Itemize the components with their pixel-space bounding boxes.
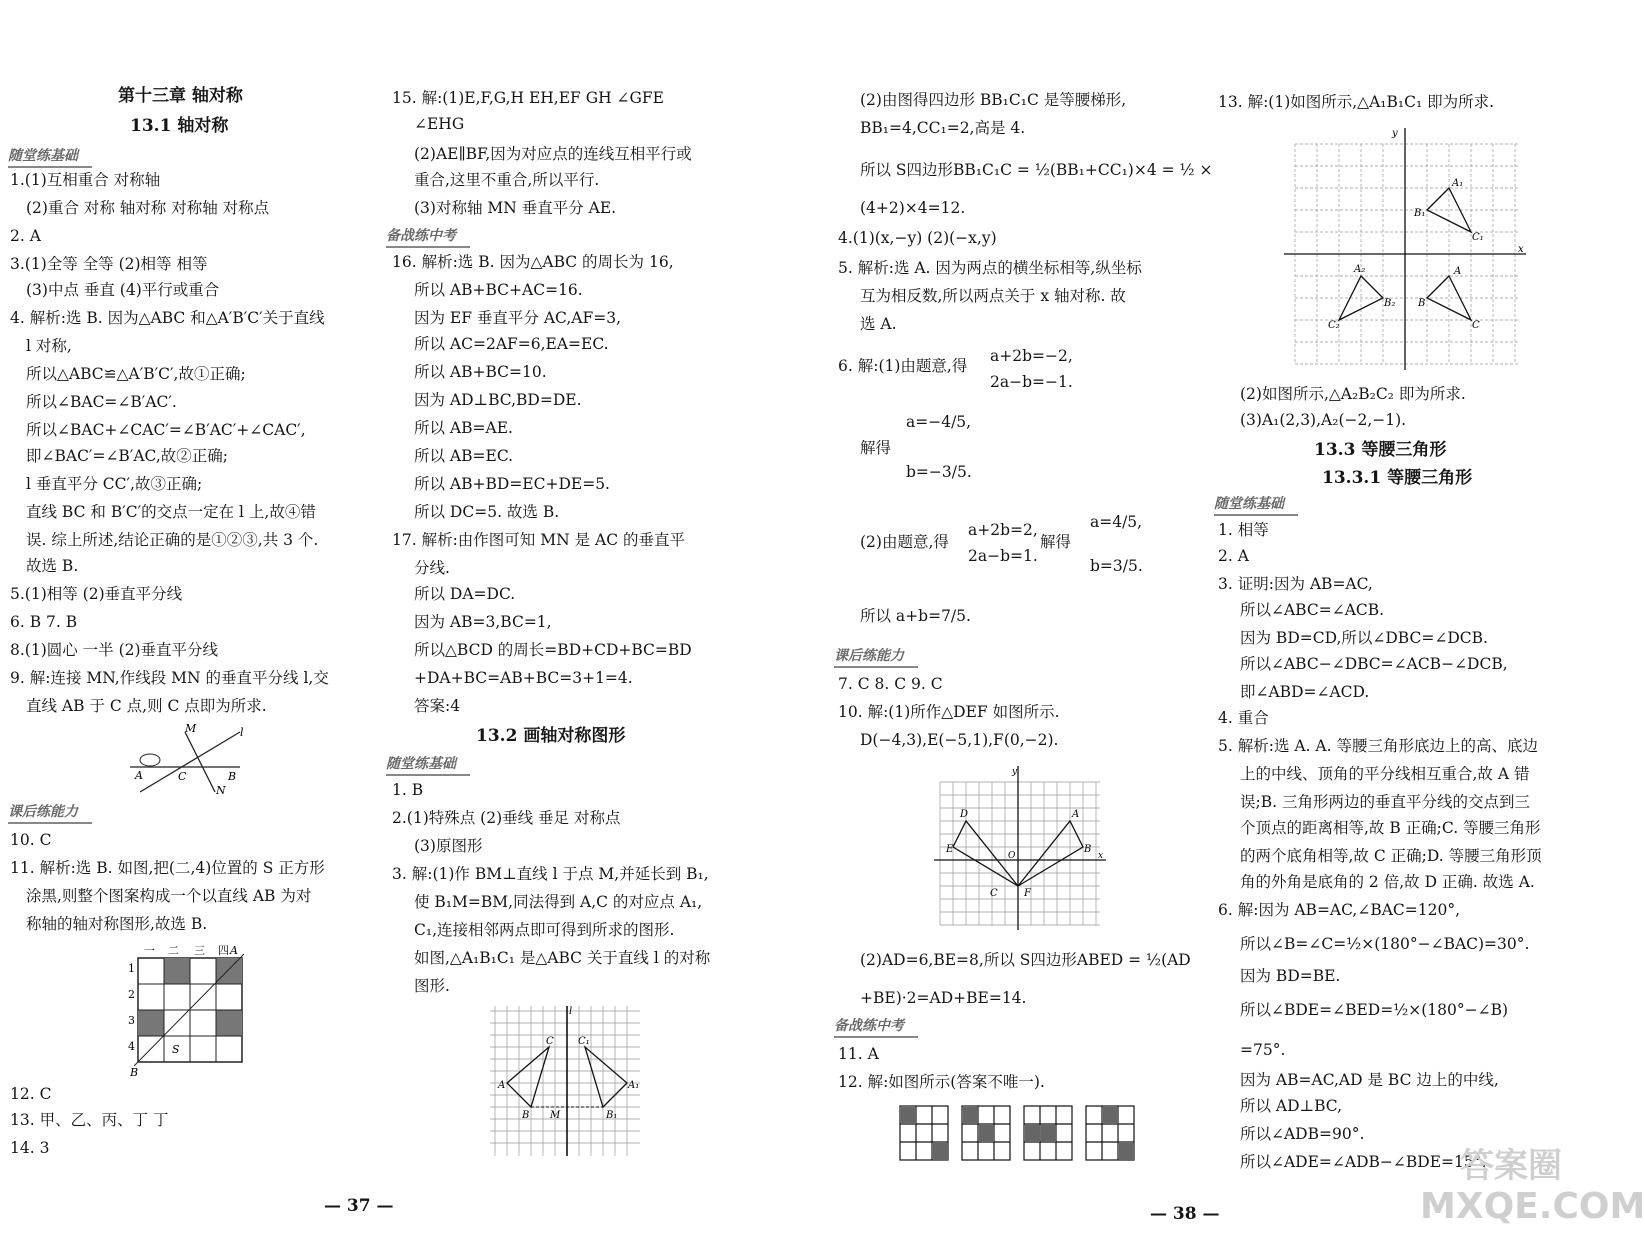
text-line: 16. 解析:选 B. 因为△ABC 的周长为 16, — [392, 253, 674, 271]
svg-text:C₁: C₁ — [1472, 232, 1484, 243]
svg-text:A: A — [1072, 809, 1080, 820]
svg-text:l: l — [240, 726, 244, 739]
text-line: 1. 相等 — [1218, 521, 1269, 539]
svg-text:二: 二 — [168, 944, 179, 957]
text-line: 2a−b=−1. — [990, 373, 1073, 391]
text-line: 直线 AB 于 C 点,则 C 点即为所求. — [26, 697, 267, 715]
text-line: 因为 BD=BE. — [1240, 967, 1341, 985]
svg-text:B: B — [228, 770, 237, 783]
text-line: (2)由图得四边形 BB₁C₁C 是等腰梯形, — [860, 91, 1127, 109]
text-line: 因为 AD⊥BC,BD=DE. — [414, 391, 582, 409]
text-line: a+2b=−2, — [990, 347, 1073, 365]
svg-text:M: M — [185, 722, 197, 735]
text-line: 13.1 轴对称 — [130, 116, 229, 136]
text-line: BB₁=4,CC₁=2,高是 4. — [860, 119, 1026, 137]
text-line: a=−4/5, — [906, 413, 972, 431]
text-line: 11. A — [838, 1045, 879, 1063]
text-line: 重合,这里不重合,所以平行. — [414, 171, 600, 189]
text-line: 备战练中考 — [386, 226, 470, 248]
svg-text:F: F — [1024, 888, 1031, 899]
text-line: 所以 AB+BC+AC=16. — [414, 281, 583, 299]
text-line: 因为 BD=CD,所以∠DBC=∠DCB. — [1240, 629, 1488, 647]
text-line: 因为 EF 垂直平分 AC,AF=3, — [414, 309, 622, 327]
text-line: 所以 AB=EC. — [414, 447, 514, 465]
text-line: ∠EHG — [414, 115, 465, 133]
svg-text:C: C — [546, 1036, 554, 1047]
svg-text:一: 一 — [144, 944, 155, 957]
text-line: 所以 AB=AE. — [414, 419, 513, 437]
text-line: 3. 证明:因为 AB=AC, — [1218, 575, 1373, 593]
text-line: 所以 AB+BC=10. — [414, 363, 547, 381]
svg-text:C: C — [178, 770, 187, 783]
text-line: 17. 解析:由作图可知 MN 是 AC 的垂直平 — [392, 531, 685, 549]
text-line: (3)对称轴 MN 垂直平分 AE. — [414, 199, 617, 217]
text-line: 即∠BAC′=∠B′AC,故②正确; — [26, 447, 228, 465]
text-line: 6. 解:因为 AB=AC,∠BAC=120°, — [1218, 901, 1461, 919]
text-line: 4. 重合 — [1218, 709, 1269, 727]
text-line: 的两个底角相等,故 C 正确;D. 等腰三角形顶 — [1240, 847, 1542, 865]
svg-text:1: 1 — [128, 962, 135, 975]
text-line: 12. C — [10, 1085, 52, 1103]
text-line: 所以∠BAC=∠B′AC′. — [26, 393, 177, 411]
text-line: 13.2 画轴对称图形 — [476, 726, 626, 746]
svg-text:A: A — [230, 944, 238, 957]
text-line: 分线. — [414, 559, 450, 577]
text-line: 随堂练基础 — [1214, 494, 1298, 516]
svg-text:A₂: A₂ — [1354, 264, 1366, 275]
text-line: 角的外角是底角的 2 倍,故 D 正确. 故选 A. — [1240, 873, 1535, 891]
text-line: +BE)·2=AD+BE=14. — [860, 989, 1027, 1007]
text-line: 10. 解:(1)所作△DEF 如图所示. — [838, 703, 1060, 721]
text-line: (2)如图所示,△A₂B₂C₂ 即为所求. — [1240, 385, 1466, 403]
four-grid-answers — [898, 1104, 1148, 1164]
text-line: (3)原图形 — [414, 837, 483, 855]
text-line: 13. 解:(1)如图所示,△A₁B₁C₁ 即为所求. — [1218, 93, 1495, 111]
text-line: 所以∠BDE=∠BED=½×(180°−∠B) — [1240, 1001, 1509, 1019]
text-line: C₁,连接相邻两点即可得到所求的图形. — [414, 921, 675, 939]
text-line: l 对称, — [26, 337, 72, 355]
text-line: +DA+BC=AB+BC=3+1=4. — [414, 669, 633, 687]
svg-text:B: B — [130, 1066, 139, 1079]
text-line: 答案:4 — [414, 697, 461, 715]
text-line: 备战练中考 — [834, 1016, 918, 1038]
text-line: D(−4,3),E(−5,1),F(0,−2). — [860, 731, 1059, 749]
text-line: 随堂练基础 — [386, 754, 470, 776]
text-line: 课后练能力 — [8, 802, 92, 824]
text-line: 14. 3 — [10, 1139, 50, 1157]
text-line: 所以∠ABC=∠ACB. — [1240, 601, 1385, 619]
svg-text:M: M — [550, 1110, 561, 1121]
text-line: 8.(1)圆心 一半 (2)垂直平分线 — [10, 641, 219, 659]
text-line: 直线 BC 和 B′C′的交点一定在 l 上,故④错 — [26, 503, 316, 521]
svg-text:S: S — [172, 1043, 180, 1056]
text-line: 所以 DC=5. 故选 B. — [414, 503, 560, 521]
text-line: 解得 — [1040, 533, 1072, 551]
text-line: 所以△BCD 的周长=BD+CD+BC=BD — [414, 641, 692, 659]
text-line: b=−3/5. — [906, 463, 972, 481]
text-line: 即∠ABD=∠ACD. — [1240, 683, 1370, 701]
text-line: 2.(1)特殊点 (2)垂线 垂足 对称点 — [392, 809, 621, 827]
text-line: 所以∠ADE=∠ADB−∠BDE=15°. — [1240, 1153, 1487, 1171]
text-line: 解得 — [860, 439, 892, 457]
perpendicular-bisector-figure — [130, 722, 250, 797]
text-line: 6. 解:(1)由题意,得 — [838, 357, 968, 375]
text-line: 所以 AC=2AF=6,EA=EC. — [414, 335, 609, 353]
text-line: 3. 解:(1)作 BM⊥直线 l 于点 M,并延长到 B₁, — [392, 865, 709, 883]
text-line: 互为相反数,所以两点关于 x 轴对称. 故 — [860, 287, 1126, 305]
text-line: 所以 AD⊥BC, — [1240, 1097, 1343, 1115]
text-line: a=4/5, — [1090, 513, 1143, 531]
svg-text:B: B — [522, 1110, 530, 1121]
svg-text:C₁: C₁ — [578, 1036, 590, 1047]
svg-text:A₁: A₁ — [1452, 178, 1464, 189]
svg-text:C: C — [990, 888, 998, 899]
reflection-grid-figure — [490, 1006, 640, 1156]
svg-text:A: A — [1454, 266, 1462, 277]
text-line: 所以 AB+BD=EC+DE=5. — [414, 475, 610, 493]
svg-text:B: B — [1084, 844, 1092, 855]
watermark-url: MXQE.COM — [1420, 1186, 1645, 1227]
coordinate-figure-q10 — [930, 762, 1110, 932]
text-line: 所以∠B=∠C=½×(180°−∠BAC)=30°. — [1240, 935, 1530, 953]
text-line: 课后练能力 — [834, 646, 918, 668]
text-line: 所以 DA=DC. — [414, 585, 516, 603]
text-line: 13. 甲、乙、丙、丁 丁 — [10, 1111, 169, 1129]
text-line: 6. B 7. B — [10, 613, 78, 631]
svg-text:E: E — [946, 844, 954, 855]
svg-text:4: 4 — [128, 1040, 135, 1053]
svg-text:B₁: B₁ — [606, 1110, 618, 1121]
svg-text:A₁: A₁ — [628, 1080, 640, 1091]
text-line: 因为 AB=3,BC=1, — [414, 613, 552, 631]
text-line: 15. 解:(1)E,F,G,H EH,EF GH ∠GFE — [392, 89, 664, 107]
watermark-logo-text: 答案圈 — [1460, 1146, 1562, 1186]
text-line: 11. 解析:选 B. 如图,把(二,4)位置的 S 正方形 — [10, 859, 325, 877]
svg-text:N: N — [216, 784, 226, 797]
text-line: (4+2)×4=12. — [860, 199, 966, 217]
text-line: 3.(1)全等 全等 (2)相等 相等 — [10, 255, 208, 273]
svg-text:2: 2 — [128, 988, 135, 1001]
svg-text:C₂: C₂ — [1328, 320, 1340, 331]
text-line: (3)中点 垂直 (4)平行或重合 — [26, 281, 220, 299]
text-line: 13.3.1 等腰三角形 — [1322, 468, 1473, 488]
text-line: 使 B₁M=BM,同法得到 A,C 的对应点 A₁, — [414, 893, 703, 911]
svg-text:C: C — [1472, 320, 1480, 331]
text-line: 5. 解析:选 A. A. 等腰三角形底边上的高、底边 — [1218, 737, 1538, 755]
svg-text:A: A — [135, 769, 143, 782]
svg-text:l: l — [569, 1006, 573, 1017]
text-line: 误. 综上所述,结论正确的是①②③,共 3 个. — [26, 531, 319, 549]
text-line: 7. C 8. C 9. C — [838, 675, 943, 693]
page-number-left: — 37 — — [324, 1196, 394, 1216]
text-line: 上的中线、顶角的平分线相互重合,故 A 错 — [1240, 765, 1530, 783]
text-line: (2)AD=6,BE=8,所以 S四边形ABED = ½(AD — [860, 951, 1191, 969]
text-line: 选 A. — [860, 315, 897, 333]
svg-text:x: x — [1098, 851, 1104, 861]
text-line: 所以∠ABC−∠DBC=∠ACB−∠DCB, — [1240, 655, 1508, 673]
svg-text:B₁: B₁ — [1414, 208, 1426, 219]
text-line: 1.(1)互相重合 对称轴 — [10, 171, 161, 189]
text-line: 第十三章 轴对称 — [118, 86, 243, 106]
text-line: (2)由题意,得 — [860, 533, 949, 551]
text-line: b=3/5. — [1090, 557, 1143, 575]
text-line: l 垂直平分 CC′,故③正确; — [26, 475, 203, 493]
text-line: 称轴的轴对称图形,故选 B. — [26, 915, 208, 933]
text-line: (3)A₁(2,3),A₂(−2,−1). — [1240, 411, 1407, 429]
svg-text:四: 四 — [218, 944, 229, 957]
svg-text:x: x — [1518, 244, 1524, 255]
text-line: 因为 AB=AC,AD 是 BC 边上的中线, — [1240, 1071, 1499, 1089]
text-line: 5. 解析:选 A. 因为两点的横坐标相等,纵坐标 — [838, 259, 1142, 277]
text-line: 4.(1)(x,−y) (2)(−x,y) — [838, 229, 997, 247]
text-line: 所以△ABC≌△A′B′C′,故①正确; — [26, 365, 246, 383]
text-line: 5.(1)相等 (2)垂直平分线 — [10, 585, 183, 603]
svg-text:A: A — [498, 1080, 506, 1091]
text-line: 所以 S四边形BB₁C₁C = ½(BB₁+CC₁)×4 = ½ × — [860, 161, 1213, 179]
text-line: 4. 解析:选 B. 因为△ABC 和△A′B′C′关于直线 — [10, 309, 325, 327]
svg-text:三: 三 — [194, 944, 205, 957]
text-line: (2)重合 对称 轴对称 对称轴 对称点 — [26, 199, 270, 217]
text-line: 2a−b=1. — [968, 547, 1038, 565]
text-line: (2)AE∥BF,因为对应点的连线互相平行或 — [414, 145, 692, 163]
svg-text:B: B — [1418, 298, 1426, 309]
text-line: 10. C — [10, 831, 52, 849]
text-line: 故选 B. — [26, 557, 79, 575]
text-line: 所以 a+b=7/5. — [860, 607, 971, 625]
text-line: 图形. — [414, 977, 450, 995]
svg-text:D: D — [960, 809, 969, 820]
text-line: 所以∠BAC+∠CAC′=∠B′AC′+∠CAC′, — [26, 421, 306, 439]
svg-text:O: O — [1008, 851, 1016, 861]
svg-text:y: y — [1392, 128, 1398, 139]
text-line: 2. A — [10, 227, 41, 245]
text-line: 2. A — [1218, 547, 1249, 565]
coordinate-figure-q13 — [1280, 126, 1530, 371]
svg-text:y: y — [1012, 767, 1018, 777]
text-line: 1. B — [392, 781, 424, 799]
text-line: 随堂练基础 — [8, 146, 92, 168]
svg-text:3: 3 — [128, 1014, 135, 1027]
text-line: 如图,△A₁B₁C₁ 是△ABC 关于直线 l 的对称 — [414, 949, 711, 967]
text-line: 涂黑,则整个图案构成一个以直线 AB 为对 — [26, 887, 312, 905]
text-line: =75°. — [1240, 1041, 1286, 1059]
text-line: 12. 解:如图所示(答案不唯一). — [838, 1073, 1045, 1091]
text-line: 9. 解:连接 MN,作线段 MN 的垂直平分线 l,交 — [10, 669, 329, 687]
text-line: 13.3 等腰三角形 — [1314, 440, 1447, 460]
page-number-right: — 38 — — [1150, 1204, 1220, 1224]
text-line: 个顶点的距离相等,故 B 正确;C. 等腰三角形 — [1240, 819, 1541, 837]
grid-figure-q11 — [124, 940, 254, 1080]
text-line: 误;B. 三角形两边的垂直平分线的交点到三 — [1240, 793, 1530, 811]
text-line: a+2b=2, — [968, 521, 1038, 539]
text-line: 所以∠ADB=90°. — [1240, 1125, 1365, 1143]
svg-text:B₂: B₂ — [1384, 298, 1396, 309]
